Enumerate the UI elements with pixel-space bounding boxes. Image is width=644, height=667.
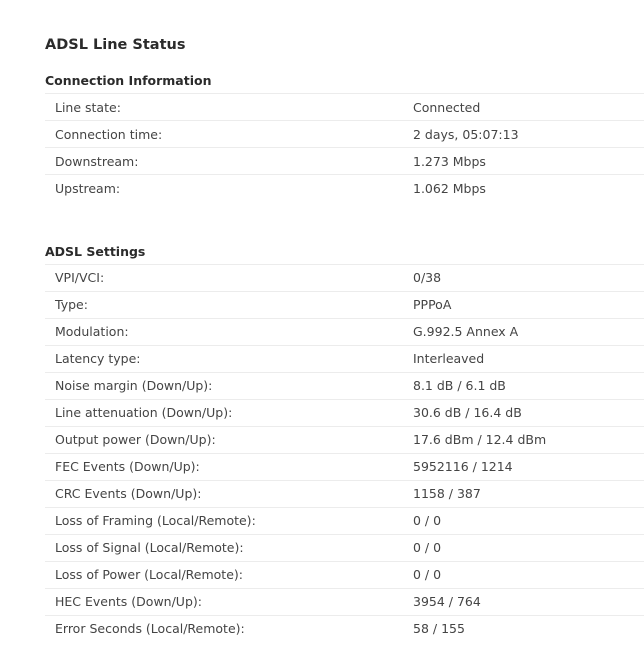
- row-value: 0 / 0: [413, 567, 442, 582]
- table-row: [45, 561, 644, 588]
- row-value: 17.6 dBm / 12.4 dBm: [413, 432, 547, 447]
- row-value: 1.062 Mbps: [413, 180, 486, 196]
- section-title-connection-information: Connection Information: [45, 73, 212, 88]
- row-label: Latency type:: [55, 351, 141, 366]
- row-label: FEC Events (Down/Up):: [55, 459, 200, 474]
- row-value: 0 / 0: [413, 513, 442, 528]
- row-label: Connection time:: [55, 126, 163, 142]
- row-label: Modulation:: [55, 324, 129, 339]
- row-label: CRC Events (Down/Up):: [55, 486, 202, 501]
- status-page: [45, 36, 644, 642]
- table-row: [45, 94, 644, 121]
- table-row: [45, 175, 644, 202]
- row-value: 30.6 dB / 16.4 dB: [413, 405, 522, 420]
- table-row: [45, 507, 644, 534]
- row-label: Loss of Framing (Local/Remote):: [55, 513, 256, 528]
- table-row: [45, 121, 644, 148]
- row-label: Noise margin (Down/Up):: [55, 378, 213, 393]
- row-value: 1.273 Mbps: [413, 153, 486, 169]
- table-row: [45, 318, 644, 345]
- table-row: [45, 534, 644, 561]
- row-label: Error Seconds (Local/Remote):: [55, 621, 245, 637]
- row-value: 0 / 0: [413, 540, 442, 555]
- row-label: Type:: [55, 297, 88, 312]
- row-label: Line attenuation (Down/Up):: [55, 405, 233, 420]
- table-row: [45, 399, 644, 426]
- table-row: [45, 453, 644, 480]
- row-label: HEC Events (Down/Up):: [55, 594, 202, 609]
- table-row: [45, 148, 644, 175]
- row-label: Loss of Signal (Local/Remote):: [55, 540, 244, 555]
- row-value: PPPoA: [413, 297, 452, 312]
- table-row: [45, 426, 644, 453]
- table-row: [45, 588, 644, 615]
- row-value: 3954 / 764: [413, 594, 481, 609]
- row-value: G.992.5 Annex A: [413, 324, 519, 339]
- adsl-settings-table: [45, 264, 644, 643]
- row-value: 0/38: [413, 270, 442, 285]
- row-label: VPI/VCI:: [55, 270, 105, 285]
- row-label: Output power (Down/Up):: [55, 432, 216, 447]
- row-value: 58 / 155: [413, 621, 465, 637]
- table-row: [45, 264, 644, 291]
- table-row: [45, 480, 644, 507]
- table-row: [45, 291, 644, 318]
- row-label: Downstream:: [55, 153, 139, 169]
- table-row: [45, 345, 644, 372]
- row-label: Loss of Power (Local/Remote):: [55, 567, 243, 582]
- table-row: [45, 372, 644, 399]
- row-value: 2 days, 05:07:13: [413, 126, 519, 142]
- section-title-adsl-settings: ADSL Settings: [45, 243, 146, 259]
- row-label: Line state:: [55, 99, 121, 115]
- page-title: ADSL Line Status: [45, 37, 186, 53]
- row-value: Connected: [413, 99, 481, 115]
- row-value: 1158 / 387: [413, 486, 481, 501]
- connection-information-table: [45, 93, 644, 202]
- row-value: 5952116 / 1214: [413, 459, 513, 474]
- row-value: Interleaved: [413, 351, 485, 366]
- row-value: 8.1 dB / 6.1 dB: [413, 378, 506, 393]
- row-label: Upstream:: [55, 180, 121, 196]
- table-row: [45, 615, 644, 642]
